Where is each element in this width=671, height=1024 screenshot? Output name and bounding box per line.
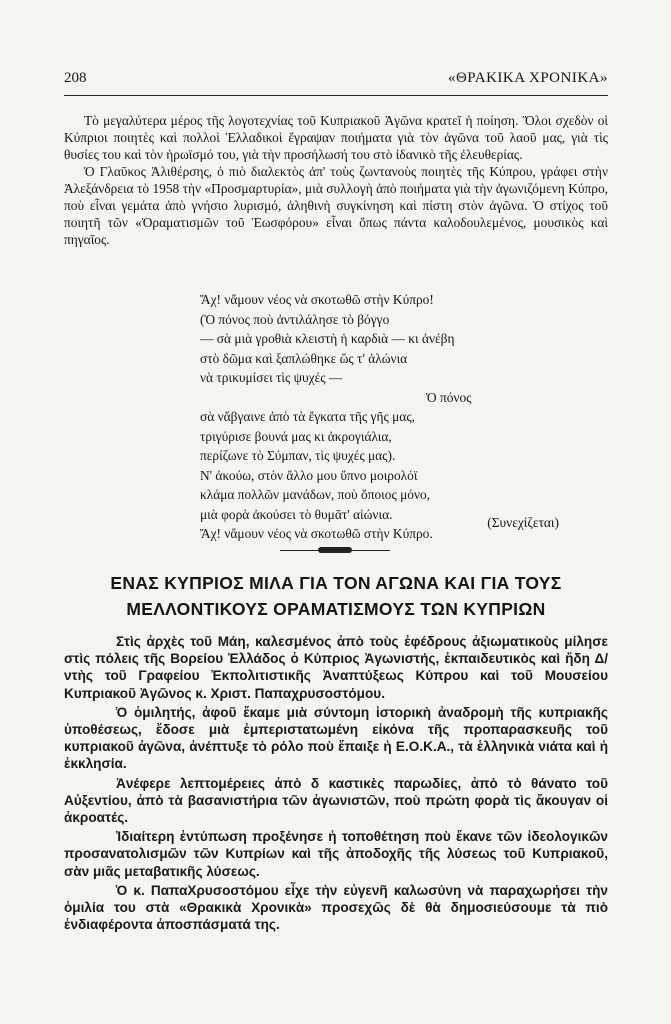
poem-line: στὸ δῶμα καὶ ξαπλώθηκε ὥς τ' ἁλώνια (200, 350, 408, 366)
article-paragraph: Ὁ ὁμιλητής, ἀφοῦ ἔκαμε μιὰ σύντομη ἱστορικὴ ἀναδρομὴ τῆς κυπριακῆς ὑποθέσεως, ἔδοσε μιὰ ἐμπεριστατωμένη εἰκόνα τῆς προπαρασκευῆς τοῦ κυπριακοῦ ἀγῶνα, ἀνέπτυξε τὸ ρόλο ποὺ ἔπαιξε ἡ Ε.Ο.Κ.Α., τὰ ἑλληνικὰ νιάτα καὶ ἡ ἐκκλησία. (64, 704, 608, 772)
article-title-line: ΕΝΑΣ ΚΥΠΡΙΟΣ ΜΙΛΑ ΓΙΑ ΤΟΝ ΑΓΩΝΑ ΚΑΙ ΓΙΑ ΤΟΥΣ (110, 573, 562, 593)
article-title (64, 570, 608, 622)
body-paragraph: Τὸ μεγαλύτερα μέρος τῆς λογοτεχνίας τοῦ Κυπριακοῦ Ἀγῶνα κρατεῖ ἡ ποίηση. Ὅλοι σχεδὸν οἱ Κύπριοι ποιητὲς καὶ πολλοὶ Ἑλλαδικοὶ ἔγραψαν ποιήματα γιὰ τὸν ἀγῶνα τοῦ λαοῦ μας, γιὰ τὶς θυσίες του καὶ τὸν ἡρωϊσμό του, γιὰ τὴν προσήλωσή του στὸ ἰδανικὸ τῆς ἐλευθερίας. (64, 113, 608, 162)
header-rule (64, 95, 608, 96)
continued-note: (Συνεχίζεται) (487, 515, 559, 530)
article-paragraph: Ἀνέφερε λεπτομέρειες ἀπὸ δ καστικὲς παρωδίες, ἀπὸ τὸ θάνατο τοῦ Αὐξεντίου, ἀπὸ τὰ βασανιστήρια τῶν ἀγωνιστῶν, ποὺ πρώτη φορὰ τὶς ἄκουγαν οἱ ἀκροατές. (64, 775, 608, 826)
article-body (64, 633, 608, 935)
poem-line: περίζωνε τὸ Σύμπαν, τὶς ψυχές μας). (200, 448, 396, 463)
poem-line: Ὁ πόνος (426, 389, 472, 405)
running-title: «ΘΡΑΚΙΚΑ ΧΡΟΝΙΚΑ» (447, 70, 608, 86)
literature-section (64, 112, 608, 248)
poem-line: Ἄχ! νἄμουν νέος νὰ σκοτωθῶ στὴν Κύπρο. (200, 526, 433, 541)
poem-line: κλάμα πολλῶν μανάδων, ποὺ ὅποιος μόνο, (200, 487, 431, 502)
poem-line: Ν' ἀκούω, στὸν ἄλλο μου ὕπνο μοιρολόϊ (200, 467, 418, 483)
page-header (64, 70, 608, 90)
poem-line: (Ὁ πόνος ποὺ ἀντιλάλησε τὸ βόγγο (200, 311, 390, 327)
page-number: 208 (64, 70, 87, 86)
article-paragraph: Ὁ κ. ΠαπαΧρυσοστόμου εἶχε τὴν εὐγενῆ καλωσύνη νὰ παραχωρήσει τὴν ὁμιλία του στὰ «Θρακικὰ Χρονικὰ» προσεχῶς δὲ θὰ δημοσιεύσουμε τὰ πιὸ ἐνδιαφέροντα ἀποσπάσματά της. (64, 882, 608, 933)
article-title-line: ΜΕΛΛΟΝΤΙΚΟΥΣ ΟΡΑΜΑΤΙΣΜΟΥΣ ΤΩΝ ΚΥΠΡΙΩΝ (126, 599, 546, 619)
poem-line: τριγύρισε βουνά μας κι ἀκρογιάλια, (200, 428, 392, 444)
poem-line: Ἄχ! νἄμουν νέος νὰ σκοτωθῶ στὴν Κύπρο! (200, 292, 434, 307)
poem-line: σὰ νἄβγαινε ἀπὸ τὰ ἔγκατα τῆς γῆς μας, (200, 409, 415, 424)
poem-line: μιὰ φορὰ ἀκούσει τὸ θυμᾶτ' αἰώνια. (200, 506, 393, 522)
article-paragraph: Στὶς ἀρχὲς τοῦ Μάη, καλεσμένος ἀπὸ τοὺς ἐφέδρους ἀξιωματικοὺς μίλησε στὶς πόλεις τῆς Βορείου Ἑλλάδος ὁ Κύπριος Ἀγωνιστής, ἐκπαιδευτικὸς καὶ ἤδη Δ/ντὴς τοῦ Γραφείου Ἐκπολιτιστικῆς Ἀναπτύξεως Κύπρου καὶ τοῦ Μουσείου Κυπριακοῦ Ἀγῶνος κ. Χριστ. Παπαχρυσοστόμου. (64, 634, 608, 701)
section-divider (280, 547, 390, 553)
poem-line: νὰ τρικυμίσει τὶς ψυχές — (200, 370, 343, 385)
body-paragraph: Ὁ Γλαῦκος Ἀλιθέρσης, ὁ πιὸ διαλεκτὸς ἀπ' τοὺς ζωντανοὺς ποιητὲς τῆς Κύπρου, γράφει στὴν Ἀλεξάνδρεια τὸ 1958 τὴν «Προσμαρτυρία», μιὰ συλλογὴ ἀπὸ ποιήματα γιὰ τὴν ἀγωνιζόμενη Κύπρο, ποὺ εἶναι γεμάτα ἀπὸ γνήσιο λυρισμό, ἀληθινὴ συγκίνηση καὶ πίστη στὸν ἀγῶνα. Ὁ στίχος τοῦ ποιητῆ τῶν «Ὁραματισμῶν τοῦ Ἑωσφόρου» εἶναι ὅπως πάντα καλοδουλεμένος, μουσικὸς καὶ πηγαῖος. (64, 164, 608, 247)
poem-line: — σὰ μιὰ γροθιὰ κλειστὴ ἡ καρδιὰ — κι ἀνέβη (200, 331, 455, 346)
poem-excerpt (200, 290, 570, 544)
article-paragraph: Ἰδιαίτερη ἐντύπωση προξένησε ἡ τοποθέτηση ποὺ ἔκανε τῶν ἰδεολογικῶν προσανατολισμῶν τῶν Κυπρίων καὶ τῆς ἀποδοχῆς τῆς λύσεως τοῦ Κυπριακοῦ, σὰν μιᾶς μεταβατικῆς λύσεως. (64, 829, 608, 879)
